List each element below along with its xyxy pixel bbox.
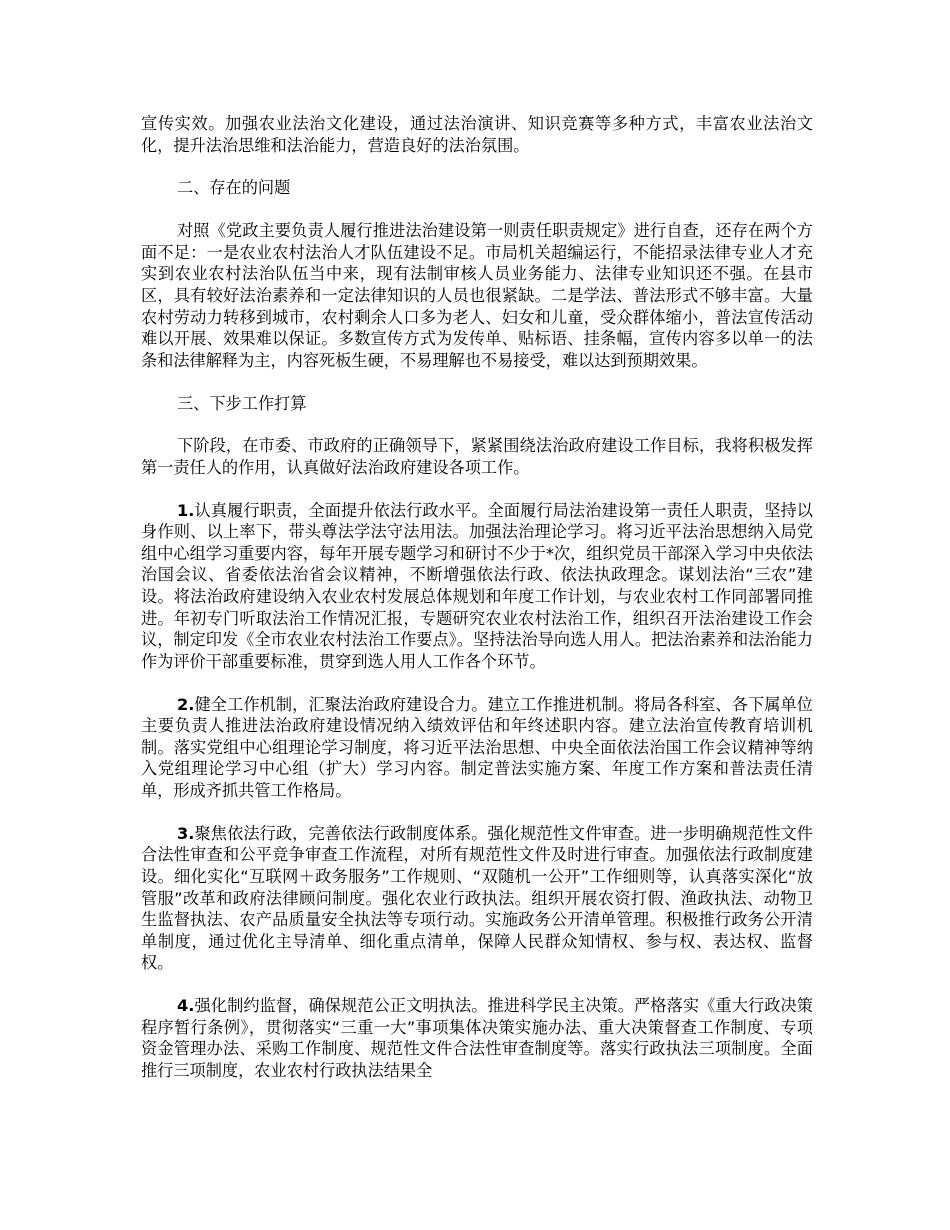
numbered-item-3	[141, 823, 813, 974]
item-text: 认真履行职责，全面提升依法行政水平。全面履行局法治建设第一责任人职责，坚持以身作则、以上率下，带头尊法学法守法用法。加强法治理论学习。将习近平法治思想纳入局党组中心组学习重要内容，每年开展专题学习和研讨不少于*次，组织党员干部深入学习中央依法治国会议、省委依法治省会议精神，不断增强依法行政、依法执政理念。谋划法治“三农”建设。将法治政府建设纳入农业农村发展总体规划和年度工作计划，与农业农村工作同部署同推进。年初专门听取法治工作情况汇报，专题研究农业农村法治工作，组织召开法治建设工作会议，制定印发《全市农业农村法治工作要点》。坚持法治导向选人用人。把法治素养和法治能力作为评价干部重要标准，贯穿到选人用人工作各个环节。	[141, 500, 813, 671]
problems-paragraph: 对照《党政主要负责人履行推进法治建设第一则责任职责规定》进行自查，还存在两个方面不足：一是农业农村法治人才队伍建设不足。市局机关超编运行，不能招录法律专业人才充实到农业农村法治队伍当中来，现有法制审核人员业务能力、法律专业知识还不强。在县市区，具有较好法治素养和一定法律知识的人员也很紧缺。二是学法、普法形式不够丰富。大量农村劳动力转移到城市，农村剩余人口多为老人、妇女和儿童，受众群体缩小，普法宣传活动难以开展、效果难以保证。多数宣传方式为发传单、贴标语、挂条幅，宣传内容多以单一的法条和法律解释为主，内容死板生硬，不易理解也不易接受，难以达到预期效果。	[141, 221, 813, 370]
numbered-item-4	[141, 995, 813, 1081]
item-number: 4.	[177, 996, 195, 1016]
section-heading-problems: 二、存在的问题	[177, 178, 291, 198]
item-text: 健全工作机制，汇聚法治政府建设合力。建立工作推进机制。将局各科室、各下属单位主要负责人推进法治政府建设情况纳入绩效评估和年终述职内容。建立法治宣传教育培训机制。落实党组中心组理论学习制度，将习近平法治思想、中央全面依法治国工作会议精神等纳入党组理论学习中心组（扩大）学习内容。制定普法实施方案、年度工作方案和普法责任清单，形成齐抓共管工作格局。	[141, 694, 813, 800]
item-number: 3.	[177, 823, 195, 843]
section-heading-next-steps: 三、下步工作打算	[177, 393, 307, 413]
item-text: 强化制约监督，确保规范公正文明执法。推进科学民主决策。严格落实《重大行政决策程序暂行条例》，贯彻落实“三重一大”事项集体决策实施办法、重大决策督查工作制度、专项资金管理办法、采购工作制度、规范性文件合法性审查制度等。落实行政执法三项制度。全面推行三项制度，农业农村行政执法结果全	[141, 996, 813, 1080]
item-text: 聚焦依法行政，完善依法行政制度体系。强化规范性文件审查。进一步明确规范性文件合法性审查和公平竞争审查工作流程，对所有规范性文件及时进行审查。加强依法行政制度建设。细化实化“互联网＋政务服务”工作规则、“双随机一公开”工作细则等，认真落实深化“放管服”改革和政府法律顾问制度。强化农业行政执法。组织开展农资打假、渔政执法、动物卫生监督执法、农产品质量安全执法等专项行动。实施政务公开清单管理。积极推行政务公开清单制度，通过优化主导清单、细化重点清单，保障人民群众知情权、参与权、表达权、监督权。	[141, 823, 813, 973]
item-number: 1.	[177, 500, 195, 520]
next-steps-intro-paragraph: 下阶段，在市委、市政府的正确领导下，紧紧围绕法治政府建设工作目标，我将积极发挥第一责任人的作用，认真做好法治政府建设各项工作。	[141, 436, 813, 477]
intro-continuation-paragraph: 宣传实效。加强农业法治文化建设，通过法治演讲、知识竞赛等多种方式，丰富农业法治文化，提升法治思维和法治能力，营造良好的法治氛围。	[141, 114, 813, 155]
numbered-item-2	[141, 694, 813, 802]
item-number: 2.	[177, 694, 195, 714]
document-body	[141, 113, 813, 1103]
numbered-item-1	[141, 500, 813, 673]
